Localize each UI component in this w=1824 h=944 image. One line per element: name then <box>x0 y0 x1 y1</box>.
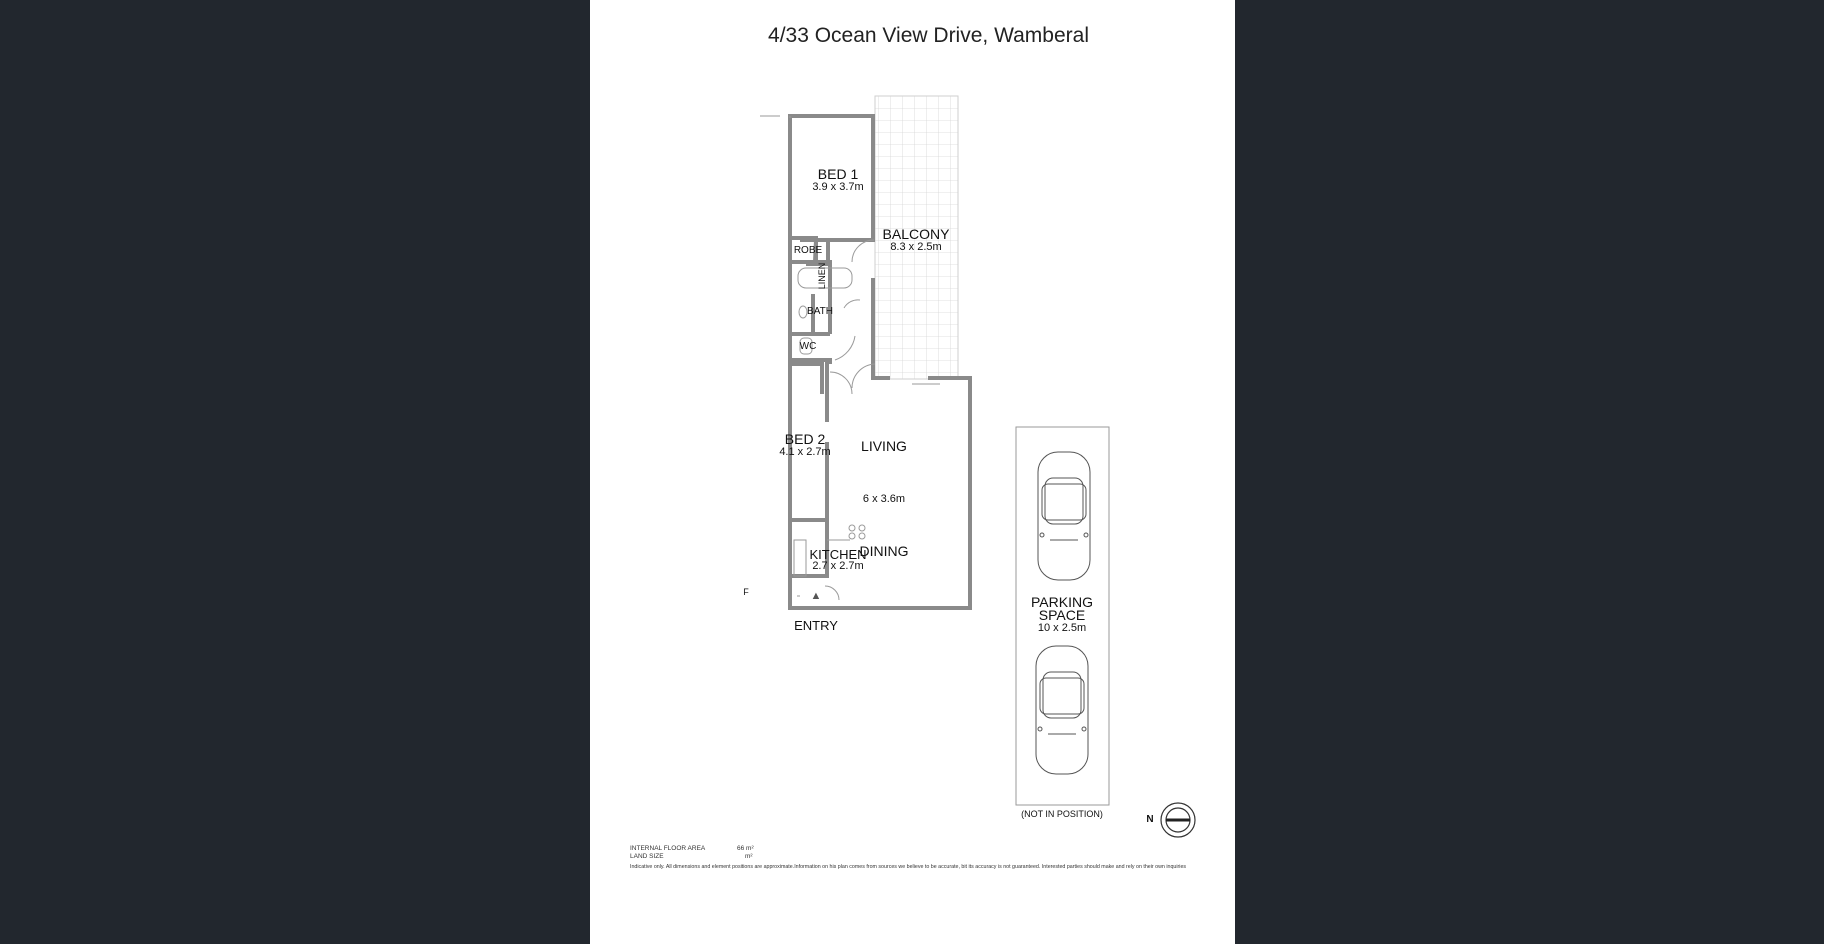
parking-label-line1: PARKING <box>1031 594 1093 610</box>
room-dims-bed2: 4.1 x 2.7m <box>779 446 831 458</box>
floor-plan-drawing <box>590 0 1235 944</box>
floor-plan-sheet <box>590 0 1235 944</box>
land-size-value: m² <box>745 853 753 860</box>
page-title: 4/33 Ocean View Drive, Wamberal <box>768 24 1089 47</box>
disclaimer-text: Indicative only. All dimensions and element positions are approximate.Information on his plan comes from sources we believe to be accurate, bit its accuracy is not guaranteed. Interested parties should make and rely on their own inquiries <box>630 864 1187 870</box>
room-label-kitchen: KITCHEN <box>809 547 867 562</box>
land-size-label: LAND SIZE <box>630 853 664 860</box>
car-icon-2 <box>1036 646 1088 774</box>
room-label-wc: WC <box>799 341 817 352</box>
room-label-linen: LINEN <box>817 262 827 290</box>
parking-note: (NOT IN POSITION) <box>1021 809 1103 819</box>
floor-area-label: INTERNAL FLOOR AREA <box>630 845 706 852</box>
parking-label-line2: SPACE <box>1038 607 1086 623</box>
room-label-robe: ROBE <box>793 245 823 256</box>
fridge-label: F <box>743 587 749 597</box>
room-label-bath: BATH <box>807 306 833 317</box>
room-dims-kitchen: 2.7 x 2.7m <box>812 560 864 572</box>
room-dims-living: 6 x 3.6m <box>862 493 906 505</box>
compass-north-label: N <box>1146 814 1154 825</box>
room-label-balcony: BALCONY <box>882 226 950 242</box>
room-label-entry: ENTRY <box>794 618 838 633</box>
car-icon-1 <box>1038 452 1090 580</box>
room-dims-bed1: 3.9 x 3.7m <box>812 181 864 193</box>
room-label-bed1: BED 1 <box>817 166 859 182</box>
parking-dims: 10 x 2.5m <box>1037 622 1087 634</box>
room-label-dining: DINING <box>859 543 909 559</box>
compass-icon <box>1161 803 1195 837</box>
floor-area-value: 66 m² <box>737 845 754 852</box>
entry-arrow-icon: ▲ <box>810 590 822 602</box>
room-label-bed2: BED 2 <box>784 431 826 447</box>
room-label-living: LIVING <box>861 438 907 454</box>
room-dims-balcony: 8.3 x 2.5m <box>890 241 942 253</box>
